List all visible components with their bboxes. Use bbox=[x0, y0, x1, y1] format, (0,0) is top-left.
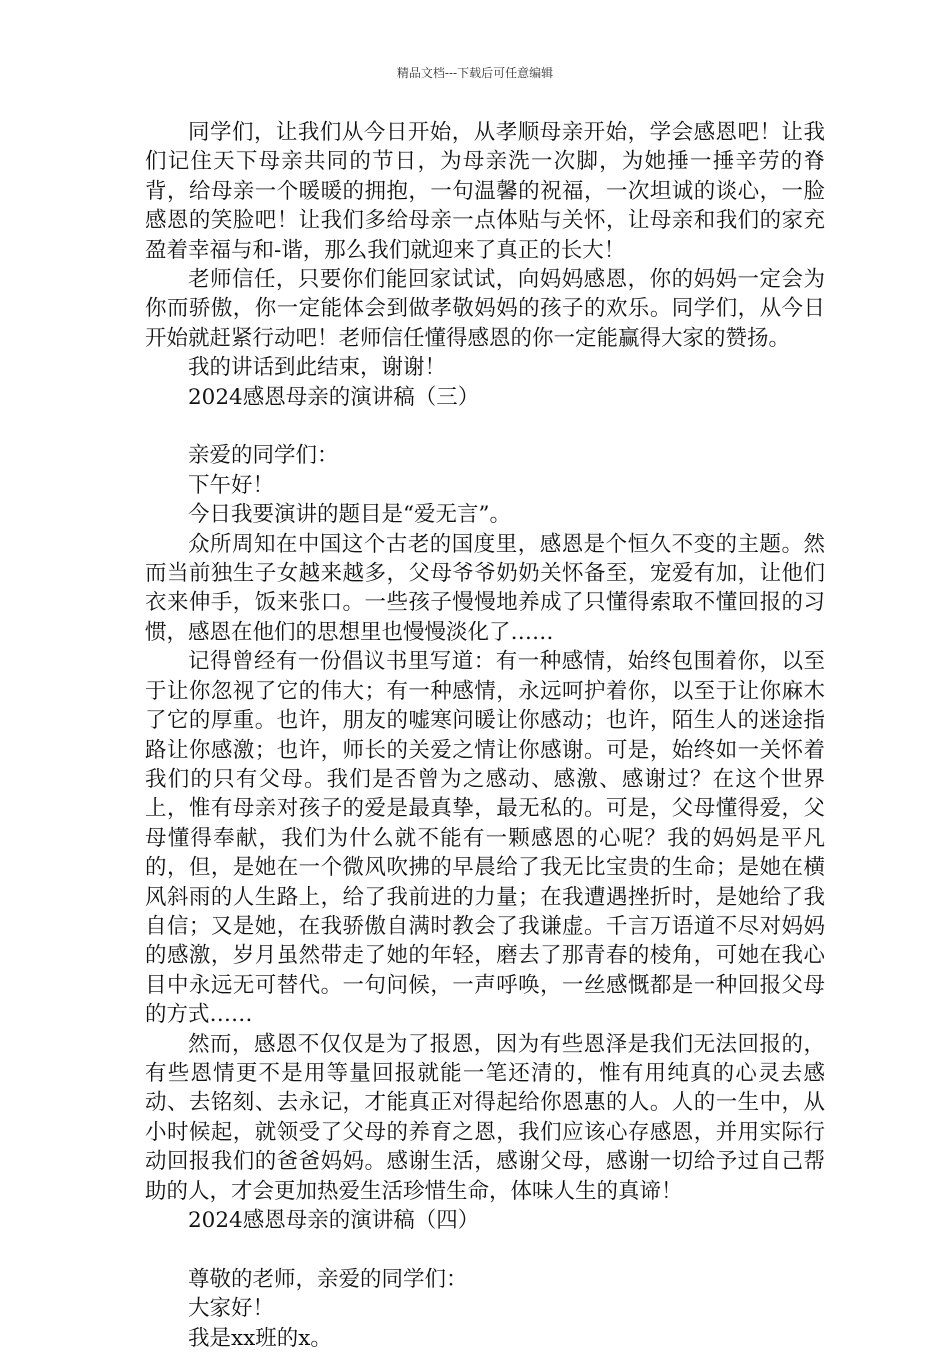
salutation-teachers: 尊敬的老师，亲爱的同学们： bbox=[188, 1266, 468, 1292]
document-body bbox=[145, 118, 825, 1353]
salutation: 亲爱的同学们： bbox=[188, 443, 339, 469]
blank-line bbox=[145, 1235, 825, 1264]
paragraph-beyond-repayment: 然而，感恩不仅仅是为了报恩，因为有些恩泽是我们无法回报的，有些恩情更不是用等量回报就能一笔还清的，惟有用纯真的心灵去感动、去铭刻、去永记，才能真正对得起给你恩惠的人。人的一生中，从小时候起，就领受了父母的养育之恩，我们应该心存感恩，并用实际行动回报我们的爸爸妈妈。感谢生活，感谢父母，感谢一切给予过自己帮助的人，才会更加热爱生活珍惜生命，体味人生的真谛！ bbox=[145, 1031, 825, 1204]
paragraph-topic: 今日我要演讲的题目是“爱无言”。 bbox=[188, 502, 511, 528]
paragraph-proposal: 记得曾经有一份倡议书里写道：有一种感情，始终包围着你，以至于让你忽视了它的伟大；有一种感情，永远呵护着你，以至于让你麻木了它的厚重。也许，朋友的嘘寒问暖让你感动；也许，陌生人的迷途指路让你感激；也许，师长的关爱之情让你感谢。可是，始终如一关怀着我们的只有父母。我们是否曾为之感动、感激、感谢过？在这个世界上，惟有母亲对孩子的爱是最真挚，最无私的。可是，父母懂得爱，父母懂得奉献，我们为什么就不能有一颗感恩的心呢？我的妈妈是平凡的，但，是她在一个微风吹拂的早晨给了我无比宝贵的生命；是她在横风斜雨的人生路上，给了我前进的力量；在我遭遇挫折时，是她给了我自信；又是她，在我骄傲自满时教会了我谦虚。千言万语道不尽对妈妈的感激，岁月虽然带走了她的年轻，磨去了那青春的棱角，可她在我心目中永远无可替代。一句问候，一声呼唤，一丝感慨都是一种回报父母的方式…… bbox=[145, 649, 825, 1028]
greeting-everyone: 大家好！ bbox=[188, 1296, 275, 1322]
blank-line bbox=[145, 412, 825, 441]
paragraph-gratitude-theme: 众所周知在中国这个古老的国度里，感恩是个恒久不变的主题。然而当前独生子女越来越多，父母爷爷奶奶关怀备至，宠爱有加，让他们衣来伸手，饭来张口。一些孩子慢慢地养成了只懂得索取不懂回报的习惯，感恩在他们的思想里也慢慢淡化了…… bbox=[145, 531, 825, 645]
paragraph-teacher-trust: 老师信任，只要你们能回家试试，向妈妈感恩，你的妈妈一定会为你而骄傲，你一定能体会到做孝敬妈妈的孩子的欢乐。同学们，从今日开始就赶紧行动吧！老师信任懂得感恩的你一定能赢得大家的赞扬。 bbox=[145, 267, 825, 351]
self-introduction: 我是xx班的x。 bbox=[188, 1325, 332, 1351]
paragraph-closing-appeal: 同学们，让我们从今日开始，从孝顺母亲开始，学会感恩吧！让我们记住天下母亲共同的节日，为母亲洗一次脚，为她捶一捶辛劳的脊背，给母亲一个暖暖的拥抱，一句温馨的祝福，一次坦诚的谈心，一脸感恩的笑脸吧！让我们多给母亲一点体贴与关怀，让母亲和我们的家充盈着幸福与和-谐，那么我们就迎来了真正的长大！ bbox=[145, 120, 825, 263]
page-header: 精品文档---下载后可任意编辑 bbox=[396, 66, 554, 80]
section-title-three: 2024感恩母亲的演讲稿（三） bbox=[188, 384, 480, 410]
section-title-four: 2024感恩母亲的演讲稿（四） bbox=[188, 1208, 480, 1234]
greeting: 下午好！ bbox=[188, 472, 275, 498]
paragraph-end-speech: 我的讲话到此结束，谢谢！ bbox=[188, 355, 447, 381]
